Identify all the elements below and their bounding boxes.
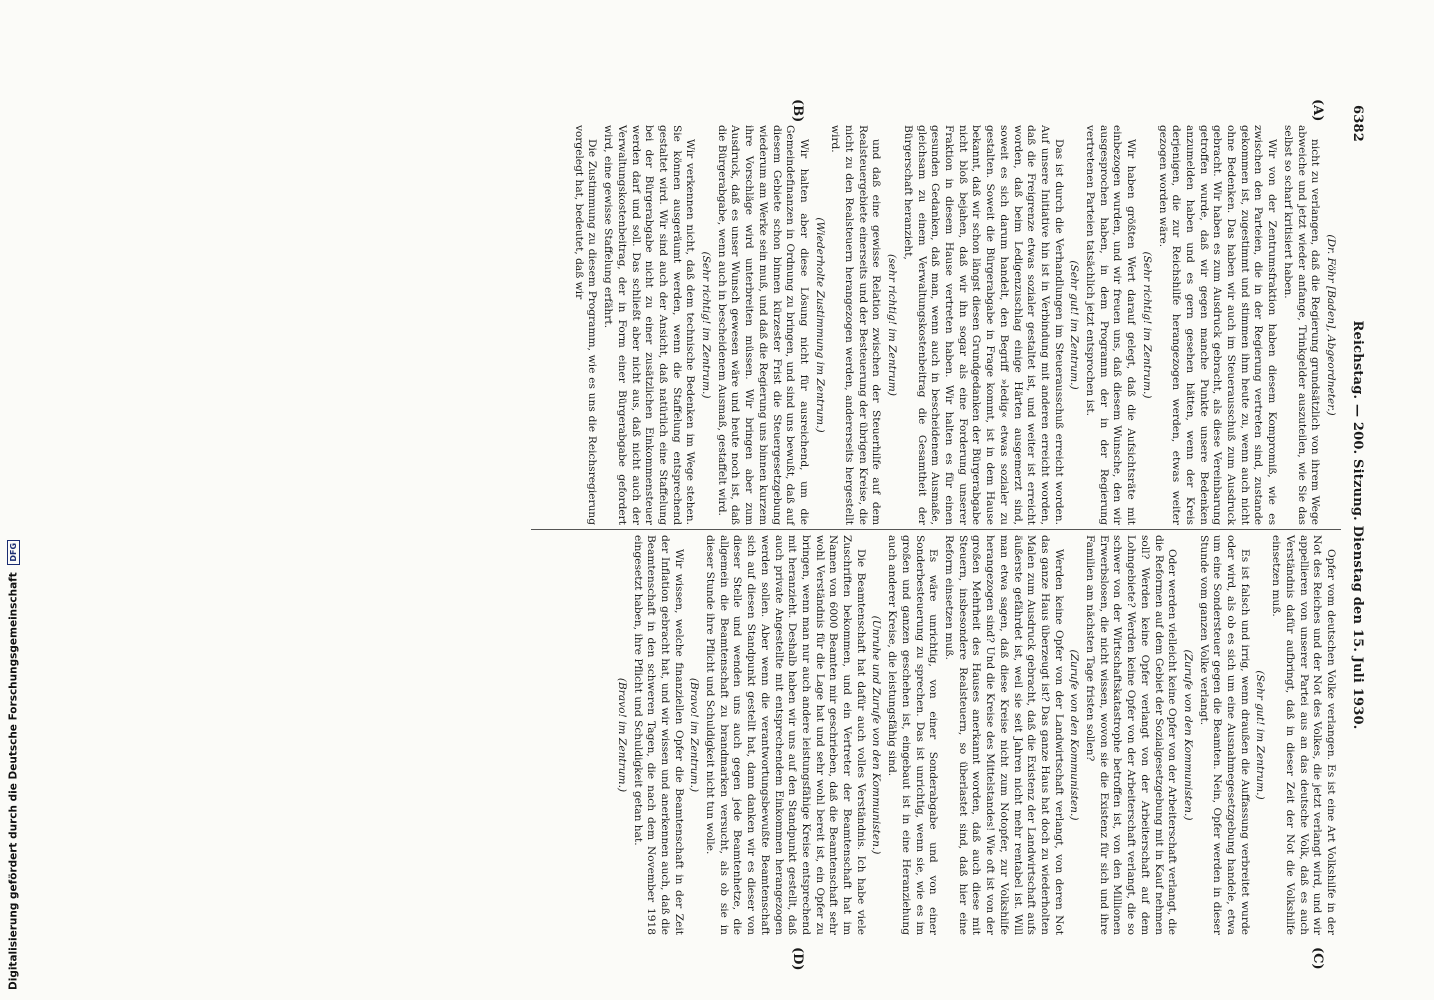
paragraph: (Sehr richtig! im Zentrum.) [700, 251, 713, 399]
page-header [1341, 105, 1365, 945]
rotated-document-page [130, 99, 1365, 971]
paragraph: Opfer vom deutschen Volke verlangen. Es ist eine Art Volkshilfe in der Not des Reiches und der Not des Volkes, die jetzt verlangt wird, und wir appellieren von unserer Partei aus an das deutsche Volk, daß es auch Verständnis dafür aufbringt, daß in dieser Zeit der Not die Volkshilfe einsetzen muß. [1270, 535, 1337, 935]
paragraph: und daß eine gewisse Relation zwischen der Steuerhilfe auf dem Realsteuergebiete einerseits und der Besteuerung der übrigen Kreise, die nicht zu den Realsteuern herangezogen werden, andererseits hergestellt wird. [829, 125, 883, 525]
paragraph: Oder werden vielleicht keine Opfer von der Arbeiterschaft verlangt, die die Reformen auf dem Gebiet der Sozialgesetzgebung mit in Kauf nehmen soll? Werden keine Opfer verlangt von der Arbeiterschaft auf dem Lohngebiete? Werden keine Opfer von der Arbeiterschaft verlangt, die so schwer von der Wirtschaftskatastrophe betroffen ist, von den Millionen Erwerbslosen, die nicht wissen, wovon sie die Existenz für sich und ihre Familien am nächsten Tage fristen sollen? [1084, 535, 1179, 935]
paragraph: (Sehr richtig! im Zentrum.) [1140, 251, 1153, 399]
column-divider [531, 529, 1341, 530]
credit-text: Digitalisierung gefördert durch die Deutsche Forschungsgemeinschaft [7, 572, 20, 990]
paragraph: (Dr. Föhr [Baden], Abgeordneter.) [1325, 234, 1337, 416]
digitization-credit [7, 540, 20, 990]
page-number: 6382 [1350, 105, 1365, 142]
paragraph: Wir von der Zentrumsfraktion haben diesem Kompromiß, wie es zwischen den Parteien, die in der Regierung vertreten sind, zustande gekommen ist, zugestimmt und stimmen ihm heute zu, wenn auch nicht ohne Bedenken. Das haben wir auch im Steuerausschuß zum Ausdruck gebracht. Wir haben es zum Ausdruck gebracht, als diese Vereinbarung getroffen wurde, daß wir gegen manche Punkte unsere Bedenken anzumelden haben und es gern gesehen hätten, wenn der Kreis derjenigen, die zur Reichshilfe herangezogen werden, etwas weiter gezogen worden wäre. [1156, 125, 1279, 525]
margin-marker-c: (C) [1310, 947, 1325, 970]
margin-marker-b: (B) [790, 99, 805, 123]
paragraph: nicht zu verlangen, daß die Regierung grundsätzlich von ihrem Wege abweiche und jetzt wieder anfange, Trinkgelder auszuteilen, wie Sie das selbst so scharf kritisiert haben. [1281, 125, 1322, 525]
paragraph: Wir verkennen nicht, daß dem technische Bedenken im Wege stehen. Sie können ausgeräumt werden, wenn die Staffelung entsprechend gestaltet wird. Wir sind auch der Ansicht, daß natürlich eine Staffelung bei der Bürgerabgabe nicht zu einer zusätzlichen Einkommensteuer werden darf und soll. Das schließt aber nicht aus, daß nicht auch der Verwaltungskostenbeitrag, der in Form einer Bürgerabgabe gefordert wird, eine gewisse Staffelung erfährt. [602, 125, 697, 525]
paragraph: Die Beamtenschaft hat dafür auch volles Verständnis. Ich habe viele Zuschriften bekommen, und ein Vertreter der Beamtenschaft hat im Namen von 6000 Beamten mir geschrieben, daß die Beamtenschaft sehr wohl Verständnis für die Lage hat und sehr wohl bereit ist, ein Opfer zu bringen, wenn man nur auch andere leistungsfähige Kreise entsprechend mit heranzieht. Deshalb haben wir uns auf den Standpunkt gestellt, daß auch private Angestellte mit entsprechendem Einkommen herangezogen werden sollen. Aber wenn die verantwortungsbewußte Beamtenschaft sich auf diesen Standpunkt gestellt hat, dann danken wir es dieser von dieser Stelle und wenden uns auch gegen jede Beamtenhetze, die allgemein die Beamtenschaft zu brandmarken versucht, als ob sie in dieser Stunde ihre Pflicht und Schuldigkeit nicht tun wolle. [704, 535, 867, 935]
paragraph: (Sehr gut! im Zentrum.) [1254, 670, 1267, 800]
paragraph: Es wäre unrichtig, von einer Sonderabgabe und von einer Sonderbesteuerung zu sprechen. Das ist unrichtig, wenn sie, wie es im großen und ganzen geschehen ist, eingebaut ist in eine Heranziehung auch anderer Kreise, die leistungsfähig sind. [886, 535, 940, 935]
right-text-column [612, 535, 1337, 935]
paragraph: (Unruhe und Zurufe von den Kommunisten.) [870, 615, 883, 855]
page-running-title: Reichstag. — 200. Sitzung. Dienstag den 15. Juli 1930. [1350, 320, 1365, 730]
paragraph: Es ist falsch und irrig, wenn draußen die Auffassung verbreitet wurde oder wird, als ob es sich um eine Ausnahmegesetzgebung handele, etwa um eine Sondersteuer gegen die Beamten. Nein, Opfer werden in dieser Stunde vom ganzen Volke verlangt. [1197, 535, 1251, 935]
paragraph: Wir haben größten Wert darauf gelegt, daß die Aufsichtsräte mit einbezogen wurden, und wir freuen uns, daß diesem Wunsche, den wir ausgesprochen haben, in dem Programm der in der Regierung vertretenen Parteien tatsächlich jetzt entsprochen ist. [1084, 125, 1138, 525]
paragraph: (sehr richtig! im Zentrum) [886, 254, 899, 396]
margin-marker-d: (D) [790, 947, 805, 971]
margin-marker-a: (A) [1310, 99, 1325, 122]
left-text-column [569, 125, 1337, 525]
paragraph: (Bravo! im Zentrum.) [688, 677, 701, 793]
paragraph: (Sehr gut! im Zentrum.) [1068, 260, 1081, 390]
paragraph: Das ist durch die Verhandlungen im Steuerausschuß erreicht worden. Auf unsere Initiative hin ist in Verbindung mit anderen erreicht worden, daß die Freigrenze etwas sozialer gestaltet ist, und weiter ist erreicht worden, daß beim Ledigenzuschlag einige Härten ausgemerzt sind, soweit es sich darum handelt, den Begriff »ledig« etwas sozialer zu gestalten. Soweit die Bürgerabgabe in Frage kommt, ist in dem Hause bekannt, daß wir schon längst diesen Grundgedanken der Bürgerabgabe nicht bloß bejahen, daß wir ihn sogar als eine Forderung unserer Fraktion in diesem Hause vertreten haben. Wir halten es für einen gesunden Gedanken, daß man, wenn auch in bescheidenem Ausmaße, gleichsam zu einem Verwaltungskostenbeitrag die Gesamtheit der Bürgerschaft heranzieht, [901, 125, 1065, 525]
paragraph: (Wiederholte Zustimmung im Zentrum.) [813, 217, 826, 433]
paragraph: (Zurufe von den Kommunisten.) [1068, 649, 1081, 821]
paragraph: (Zurufe von den Kommunisten.) [1181, 649, 1194, 821]
paragraph: Wir wissen, welche finanziellen Opfer die Beamtenschaft in der Zeit der Inflation gebracht hat, und wir wissen und anerkennen auch, daß die Beamtenschaft in den schweren Tagen, die nach dem November 1918 eingesetzt haben, ihre Pflicht und Schuldigkeit getan hat. [631, 535, 685, 935]
dfg-logo: DFG [7, 540, 20, 565]
paragraph: Werden keine Opfer von der Landwirtschaft verlangt, von deren Not das ganze Haus überzeugt ist? Das ganze Haus hat doch zu wiederholten Malen zum Ausdruck gebracht, daß die Existenz der Landwirtschaft aufs äußerste gefährdet ist, weil sie seit Jahren nicht mehr rentabel ist. Will man etwa sagen, daß diese Kreise nicht zum Notopfer, zur Volkshilfe herangezogen sind? Und die Kreise des Mittelstandes! Wie oft ist von der großen Mehrheit des Hauses anerkannt worden, daß auch diese mit Steuern, insbesondere Realsteuern, so überlastet sind, daß hier eine Reform einsetzen muß. [943, 535, 1065, 935]
paragraph: (Bravo! im Zentrum.) [615, 677, 628, 793]
paragraph: Wir halten aber diese Lösung nicht für ausreichend, um die Gemeindefinanzen in Ordnung zu bringen, und sind uns bewußt, daß auf diesem Gebiete schon binnen kürzester Frist die Steuergesetzgebung wiederum am Werke sein muß, und daß die Regierung uns binnen kurzem ihre Vorschläge wird unterbreiten müssen. Wir bringen aber zum Ausdruck, daß es unser Wunsch gewesen wäre und heute noch ist, daß die Bürgerabgabe, wenn auch in bescheidenem Ausmaß, gestaffelt wird. [715, 125, 810, 525]
paragraph: Die Zustimmung zu diesem Programm, wie es uns die Reichsregierung vorgelegt hat, bedeutet, daß wir [572, 125, 599, 525]
